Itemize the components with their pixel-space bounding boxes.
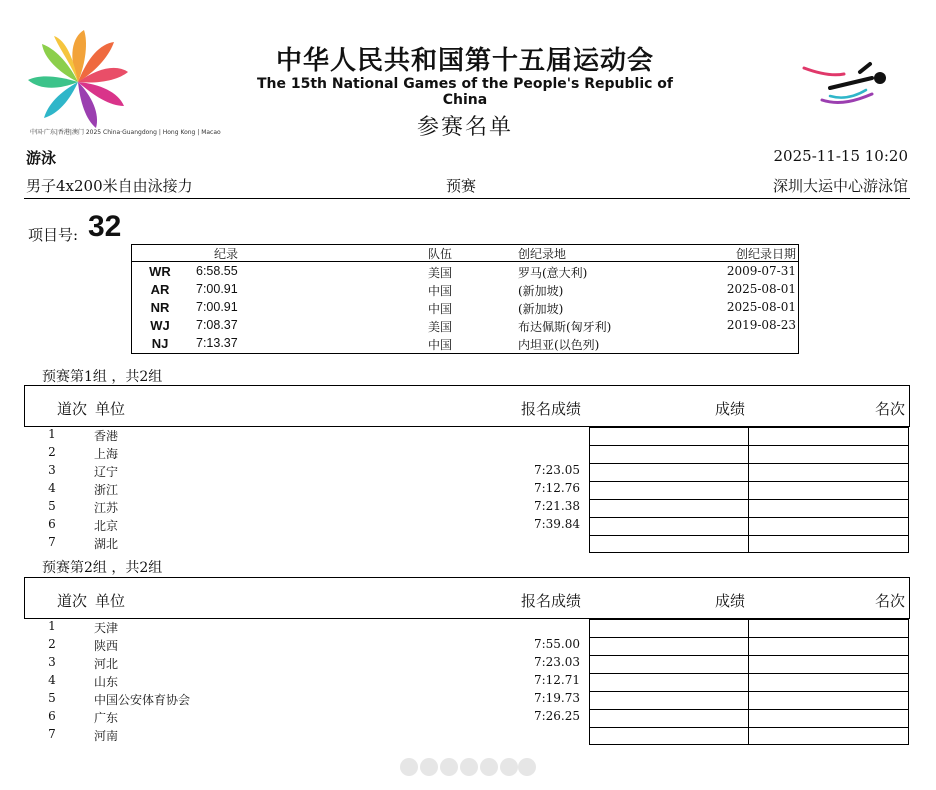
result-cell (589, 619, 749, 637)
rank-cell (749, 727, 909, 745)
record-time: 7:00.91 (196, 300, 238, 314)
table-row (24, 427, 910, 445)
entry-time: 7:39.84 (533, 517, 580, 531)
column-unit: 单位 (95, 592, 126, 610)
rank-cell (749, 481, 909, 499)
table-row (24, 691, 910, 709)
rank-cell (749, 517, 909, 535)
result-cell (589, 499, 749, 517)
record-code: WR (149, 264, 171, 279)
table-row (24, 637, 910, 655)
heat-1-title: 预赛第1组 ，共2组 (42, 369, 163, 385)
record-row (132, 300, 798, 318)
record-place: 内坦亚(以色列) (518, 338, 600, 352)
record-team: 美国 (428, 266, 453, 280)
header-divider (24, 198, 910, 199)
entry-time: 7:12.76 (533, 481, 580, 495)
record-row (132, 318, 798, 336)
event-datetime: 2025-11-15 10:20 (773, 147, 908, 165)
lane-number: 7 (48, 727, 56, 741)
table-row (24, 517, 910, 535)
games-title-en: The 15th National Games of the People's Republic of China (256, 76, 674, 108)
column-unit: 单位 (95, 400, 126, 418)
lane-number: 2 (48, 445, 56, 459)
heat-1-column-header (24, 385, 910, 427)
column-entry-time: 报名成绩 (521, 400, 582, 418)
result-cell (589, 709, 749, 727)
rank-cell (749, 709, 909, 727)
document-title: 参赛名单 (416, 115, 513, 140)
lane-number: 4 (48, 481, 56, 495)
event-number: 32 (88, 210, 122, 243)
table-row (24, 499, 910, 517)
lane-number: 1 (48, 619, 56, 633)
lane-number: 3 (48, 655, 56, 669)
record-place: 罗马(意大利) (518, 266, 588, 280)
event-name: 男子4x200米自由泳接力 (26, 177, 193, 195)
lane-number: 6 (48, 517, 56, 531)
lane-number: 2 (48, 637, 56, 651)
table-row (24, 481, 910, 499)
rank-cell (749, 673, 909, 691)
record-team: 美国 (428, 320, 453, 334)
table-row (24, 619, 910, 637)
records-header-record: 纪录 (214, 247, 239, 261)
rank-cell (749, 637, 909, 655)
record-code: NJ (151, 336, 169, 351)
result-cell (589, 535, 749, 553)
rank-cell (749, 535, 909, 553)
table-row (24, 727, 910, 745)
unit-name: 浙江 (94, 483, 119, 497)
event-number-label: 项目号: (28, 226, 79, 244)
record-team: 中国 (428, 302, 453, 316)
column-result: 成绩 (715, 592, 746, 610)
record-date: 2019-08-23 (726, 318, 796, 332)
venue-name: 深圳大运中心游泳馆 (772, 177, 908, 195)
unit-name: 河北 (94, 657, 119, 671)
unit-name: 香港 (94, 429, 119, 443)
record-time: 7:08.37 (196, 318, 238, 332)
swimming-pictogram-icon (800, 60, 900, 110)
table-row (24, 535, 910, 553)
result-cell (589, 427, 749, 445)
entry-time: 7:12.71 (533, 673, 580, 687)
sport-name: 游泳 (26, 149, 57, 167)
table-row (24, 445, 910, 463)
table-row (24, 655, 910, 673)
record-time: 7:00.91 (196, 282, 238, 296)
result-cell (589, 673, 749, 691)
result-cell (589, 727, 749, 745)
record-place: (新加坡) (518, 302, 564, 316)
lane-number: 5 (48, 499, 56, 513)
table-row (24, 463, 910, 481)
games-logo-icon (24, 24, 136, 142)
record-code: NR (150, 300, 170, 315)
column-rank: 名次 (874, 592, 905, 610)
column-lane: 道次 (57, 400, 88, 418)
records-header-team: 队伍 (428, 247, 453, 261)
result-cell (589, 463, 749, 481)
lane-number: 3 (48, 463, 56, 477)
unit-name: 天津 (94, 621, 119, 635)
record-code: WJ (150, 318, 170, 333)
table-row (24, 709, 910, 727)
unit-name: 上海 (94, 447, 119, 461)
record-team: 中国 (428, 284, 453, 298)
lane-number: 7 (48, 535, 56, 549)
unit-name: 北京 (94, 519, 119, 533)
entry-time: 7:55.00 (533, 637, 580, 651)
lane-number: 6 (48, 709, 56, 723)
column-rank: 名次 (874, 400, 905, 418)
record-place: (新加坡) (518, 284, 564, 298)
record-date: 2025-08-01 (726, 300, 796, 314)
record-team: 中国 (428, 338, 453, 352)
result-cell (589, 655, 749, 673)
column-entry-time: 报名成绩 (521, 592, 582, 610)
column-result: 成绩 (715, 400, 746, 418)
unit-name: 河南 (94, 729, 119, 743)
unit-name: 山东 (94, 675, 119, 689)
records-table (131, 244, 799, 354)
unit-name: 广东 (94, 711, 119, 725)
heat-2-title: 预赛第2组 ，共2组 (42, 560, 163, 576)
rank-cell (749, 619, 909, 637)
watermark-dots-icon (398, 756, 538, 778)
result-cell (589, 517, 749, 535)
record-code: AR (150, 282, 170, 297)
unit-name: 辽宁 (94, 465, 119, 479)
record-row (132, 336, 798, 354)
entry-time: 7:26.25 (533, 709, 580, 723)
records-header-place: 创纪录地 (518, 247, 567, 261)
result-cell (589, 481, 749, 499)
heat-2-column-header (24, 577, 910, 619)
entry-time: 7:21.38 (533, 499, 580, 513)
rank-cell (749, 499, 909, 517)
records-header (132, 245, 798, 262)
unit-name: 湖北 (94, 537, 119, 551)
logo-caption: 中国·广东|香港|澳门 2025 China·Guangdong | Hong Kong | Macao (30, 129, 221, 136)
table-row (24, 673, 910, 691)
entry-time: 7:23.05 (533, 463, 580, 477)
unit-name: 中国公安体育协会 (94, 693, 191, 707)
unit-name: 江苏 (94, 501, 119, 515)
rank-cell (749, 655, 909, 673)
record-date: 2009-07-31 (726, 264, 796, 278)
rank-cell (749, 691, 909, 709)
event-phase: 预赛 (446, 177, 477, 195)
record-time: 6:58.55 (196, 264, 238, 278)
record-date: 2025-08-01 (726, 282, 796, 296)
rank-cell (749, 463, 909, 481)
lane-number: 4 (48, 673, 56, 687)
unit-name: 陕西 (94, 639, 119, 653)
records-header-date: 创纪录日期 (735, 247, 796, 261)
result-cell (589, 445, 749, 463)
result-cell (589, 691, 749, 709)
record-place: 布达佩斯(匈牙利) (518, 320, 612, 334)
rank-cell (749, 445, 909, 463)
record-time: 7:13.37 (196, 336, 238, 350)
lane-number: 1 (48, 427, 56, 441)
column-lane: 道次 (57, 592, 88, 610)
games-title-cn: 中华人民共和国第十五届运动会 (275, 46, 654, 76)
rank-cell (749, 427, 909, 445)
entry-time: 7:23.03 (533, 655, 580, 669)
record-row (132, 282, 798, 300)
lane-number: 5 (48, 691, 56, 705)
result-cell (589, 637, 749, 655)
entry-time: 7:19.73 (533, 691, 580, 705)
record-row (132, 264, 798, 282)
